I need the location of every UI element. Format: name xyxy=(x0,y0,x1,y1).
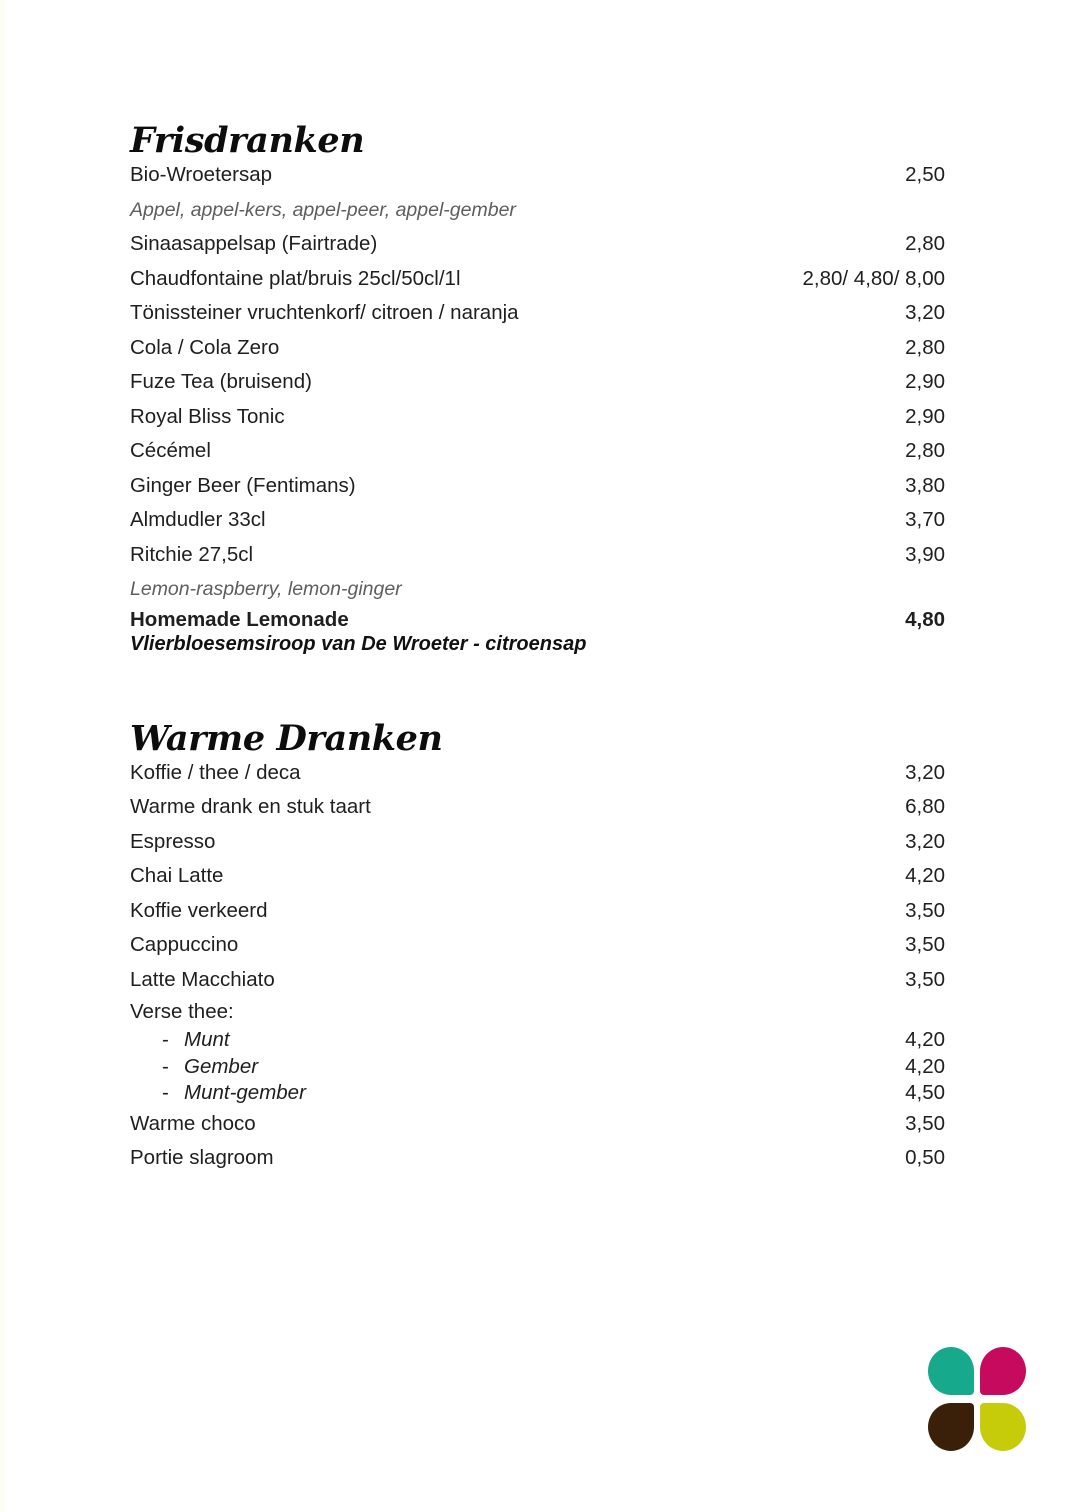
menu-item-price: 2,80 xyxy=(905,232,945,255)
menu-sub-item-label: Munt-gember xyxy=(184,1081,306,1104)
menu-item-label: Fuze Tea (bruisend) xyxy=(130,370,312,393)
menu-row xyxy=(130,296,945,331)
brand-logo xyxy=(928,1347,1028,1453)
logo-petal-bottom-right-icon xyxy=(980,1403,1026,1451)
menu-item-label: Koffie / thee / deca xyxy=(130,760,301,784)
menu-item-price: 4,20 xyxy=(905,864,945,887)
dash-bullet-icon: - xyxy=(162,1028,169,1051)
section-heading-warme-dranken: Warme Dranken xyxy=(130,717,443,759)
menu-row xyxy=(130,963,945,998)
menu-item-price: 2,80 xyxy=(905,335,945,359)
menu-item-price: 4,80 xyxy=(905,607,945,631)
menu-item-label: Cécémel xyxy=(130,439,211,462)
logo-petal-top-right-icon xyxy=(980,1347,1026,1395)
menu-item-label: Ritchie 27,5cl xyxy=(130,542,254,566)
menu-item-note: Lemon-raspberry, lemon-ginger xyxy=(130,578,402,600)
menu-item-label: Chaudfontaine plat/bruis 25cl/50cl/1l xyxy=(130,266,461,290)
menu-item-price: 2,80 xyxy=(905,439,945,462)
menu-list-warme-dranken xyxy=(130,756,945,1176)
menu-item-price: 2,90 xyxy=(905,370,945,393)
page-edge-strip xyxy=(0,0,5,1512)
dash-bullet-icon: - xyxy=(162,1081,169,1104)
menu-item-label: Tönissteiner vruchtenkorf/ citroen / naranja xyxy=(130,301,519,324)
menu-sub-item-price: 4,20 xyxy=(905,1054,945,1078)
menu-item-price: 3,70 xyxy=(905,508,945,531)
menu-row xyxy=(130,400,945,435)
menu-sub-row xyxy=(130,1027,945,1054)
menu-item-price: 3,90 xyxy=(905,542,945,566)
menu-sub-item-label: Munt xyxy=(184,1028,230,1051)
menu-row xyxy=(130,1107,945,1142)
menu-content xyxy=(130,0,945,1176)
menu-item-label: Cola / Cola Zero xyxy=(130,335,280,359)
menu-row xyxy=(130,227,945,262)
menu-list-frisdranken xyxy=(130,158,945,657)
menu-row xyxy=(130,928,945,963)
menu-group-label-row xyxy=(130,997,945,1027)
logo-petal-top-left-icon xyxy=(928,1347,974,1395)
menu-row xyxy=(130,469,945,504)
logo-petal-bottom-left-icon xyxy=(928,1403,974,1451)
menu-item-price: 6,80 xyxy=(905,795,945,818)
menu-sub-row xyxy=(130,1054,945,1081)
menu-item-price: 3,50 xyxy=(905,967,945,991)
menu-row xyxy=(130,538,945,573)
menu-row xyxy=(130,894,945,929)
menu-item-label: Bio-Wroetersap xyxy=(130,163,273,186)
menu-row xyxy=(130,756,945,791)
menu-item-label: Ginger Beer (Fentimans) xyxy=(130,473,356,497)
menu-row xyxy=(130,434,945,469)
menu-item-price: 3,20 xyxy=(905,301,945,324)
menu-row-featured xyxy=(130,607,945,632)
menu-row xyxy=(130,1141,945,1176)
menu-item-label: Chai Latte xyxy=(130,864,224,887)
menu-group-label: Verse thee: xyxy=(130,1000,234,1023)
menu-item-price: 2,90 xyxy=(905,404,945,428)
menu-item-label: Homemade Lemonade xyxy=(130,607,349,631)
menu-sub-row xyxy=(130,1080,945,1107)
dash-bullet-icon: - xyxy=(162,1054,169,1078)
menu-item-label: Sinaasappelsap (Fairtrade) xyxy=(130,232,378,255)
menu-sub-item-price: 4,20 xyxy=(905,1028,945,1051)
menu-item-subtitle: Vlierbloesemsiroop van De Wroeter - citroensap xyxy=(130,632,587,655)
menu-item-label: Koffie verkeerd xyxy=(130,898,268,922)
menu-item-price: 3,20 xyxy=(905,760,945,784)
menu-row xyxy=(130,158,945,193)
menu-item-label: Cappuccino xyxy=(130,933,239,956)
menu-item-label: Royal Bliss Tonic xyxy=(130,404,285,428)
menu-item-note: Appel, appel-kers, appel-peer, appel-gember xyxy=(130,198,516,221)
menu-row xyxy=(130,365,945,400)
menu-item-price: 3,50 xyxy=(905,1111,945,1135)
menu-item-price: 0,50 xyxy=(905,1146,945,1169)
menu-item-price: 3,50 xyxy=(905,933,945,956)
menu-row xyxy=(130,859,945,894)
menu-item-label: Latte Macchiato xyxy=(130,967,275,991)
menu-item-label: Warme drank en stuk taart xyxy=(130,795,371,818)
menu-item-price: 3,20 xyxy=(905,829,945,853)
menu-row xyxy=(130,262,945,297)
menu-item-label: Portie slagroom xyxy=(130,1146,274,1169)
menu-sub-item-label: Gember xyxy=(184,1054,259,1078)
menu-sub-item-price: 4,50 xyxy=(905,1081,945,1104)
menu-item-price: 3,80 xyxy=(905,473,945,497)
menu-row xyxy=(130,790,945,825)
section-spacer xyxy=(130,657,945,721)
menu-item-label: Almdudler 33cl xyxy=(130,508,266,531)
section-heading-frisdranken: Frisdranken xyxy=(130,120,365,161)
menu-item-label: Warme choco xyxy=(130,1111,256,1135)
menu-item-price: 2,80/ 4,80/ 8,00 xyxy=(802,266,945,290)
menu-row xyxy=(130,503,945,538)
menu-item-price: 2,50 xyxy=(905,163,945,186)
menu-row xyxy=(130,825,945,860)
menu-item-price: 3,50 xyxy=(905,898,945,922)
menu-item-label: Espresso xyxy=(130,829,216,853)
menu-row xyxy=(130,331,945,366)
